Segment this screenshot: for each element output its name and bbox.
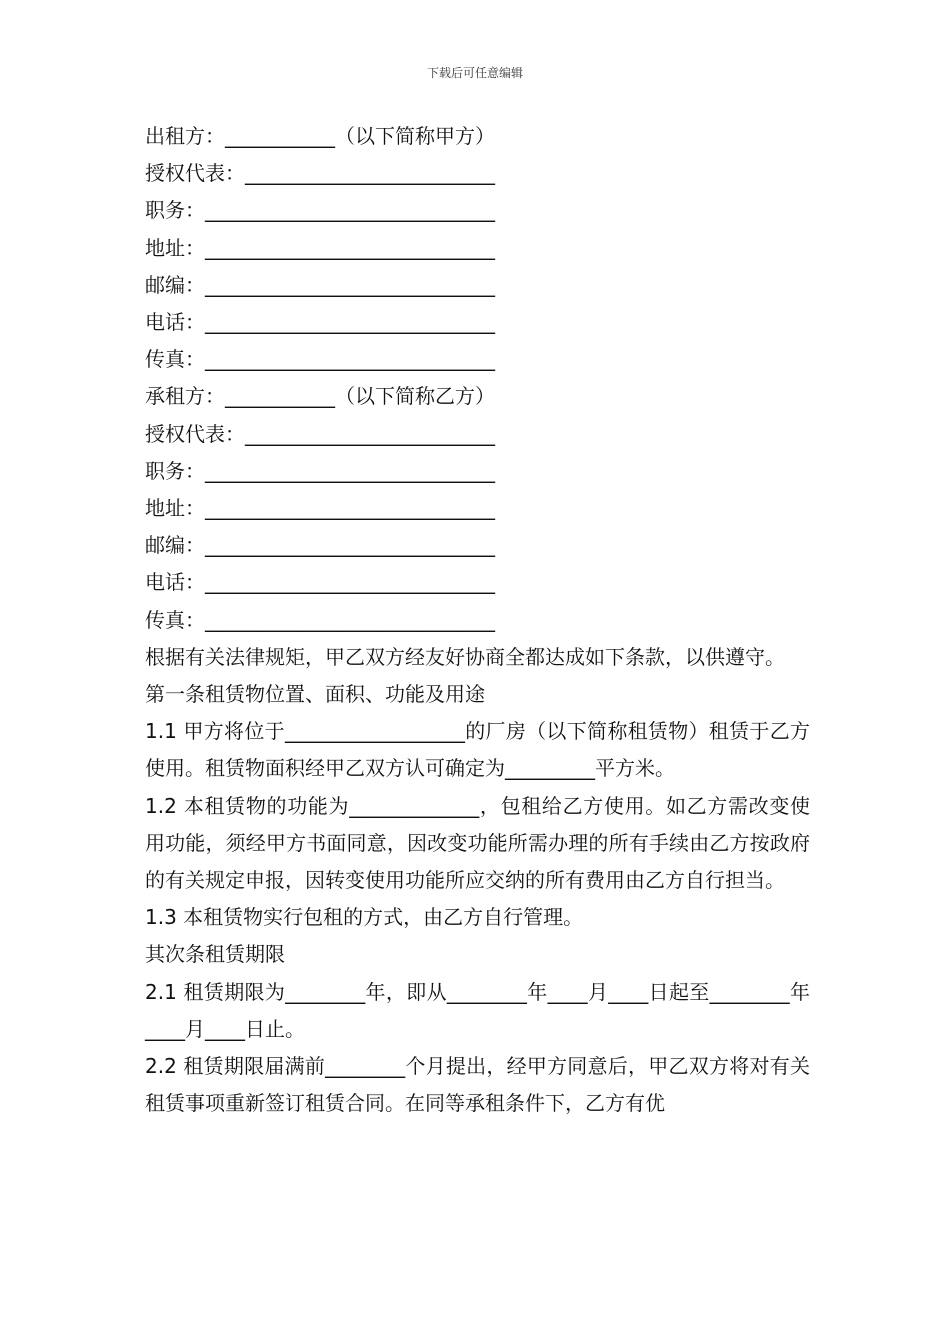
contract-body: [145, 118, 810, 1122]
clause-1-3: 1.3 本租赁物实行包租的方式，由乙方自行管理。: [145, 905, 584, 930]
lessor-fax-line: 传真：_____________________________: [145, 347, 495, 372]
lessee-address-line: 地址：_____________________________: [145, 496, 495, 521]
lessor-position-line: 职务：_____________________________: [145, 198, 495, 223]
lessee-fax-line: 传真：_____________________________: [145, 607, 495, 632]
clause-1-1: 1.1 甲方将位于__________________的厂房（以下简称租赁物）租赁于乙方使用。租赁物面积经甲乙双方认可确定为_________平方米。: [145, 719, 810, 781]
lessor-representative-line: 授权代表：_________________________: [145, 161, 495, 186]
preamble-paragraph: 根据有关法律规矩，甲乙双方经友好协商全都达成如下条款，以供遵守。: [145, 644, 785, 669]
article-1-heading: 第一条租赁物位置、面积、功能及用途: [145, 682, 485, 707]
clause-1-2: 1.2 本租赁物的功能为_____________，包租给乙方使用。如乙方需改变使用功能，须经甲方书面同意，因改变功能所需办理的所有手续由乙方按政府的有关规定申报，因转变使用功能所应交纳的所有费用由乙方自行担当。: [145, 793, 810, 893]
lessee-line: 承租方：___________（以下简称乙方）: [145, 384, 495, 409]
clause-2-2: 2.2 租赁期限届满前________个月提出，经甲方同意后，甲乙双方将对有关租赁事项重新签订租赁合同。在同等承租条件下，乙方有优: [145, 1054, 810, 1116]
lessee-phone-line: 电话：_____________________________: [145, 570, 495, 595]
lessor-postcode-line: 邮编：_____________________________: [145, 272, 495, 297]
lessee-representative-line: 授权代表：_________________________: [145, 421, 495, 446]
clause-2-1: 2.1 租赁期限为________年，即从________年____月____日起至________年____月____日止。: [145, 979, 810, 1041]
lessee-postcode-line: 邮编：_____________________________: [145, 533, 495, 558]
article-2-heading: 其次条租赁期限: [145, 942, 285, 967]
lessor-phone-line: 电话：_____________________________: [145, 310, 495, 335]
lessee-position-line: 职务：_____________________________: [145, 458, 495, 483]
lessor-address-line: 地址：_____________________________: [145, 235, 495, 260]
page-header: 下载后可任意编辑: [426, 66, 523, 80]
lessor-line: 出租方：___________（以下简称甲方）: [145, 124, 495, 148]
